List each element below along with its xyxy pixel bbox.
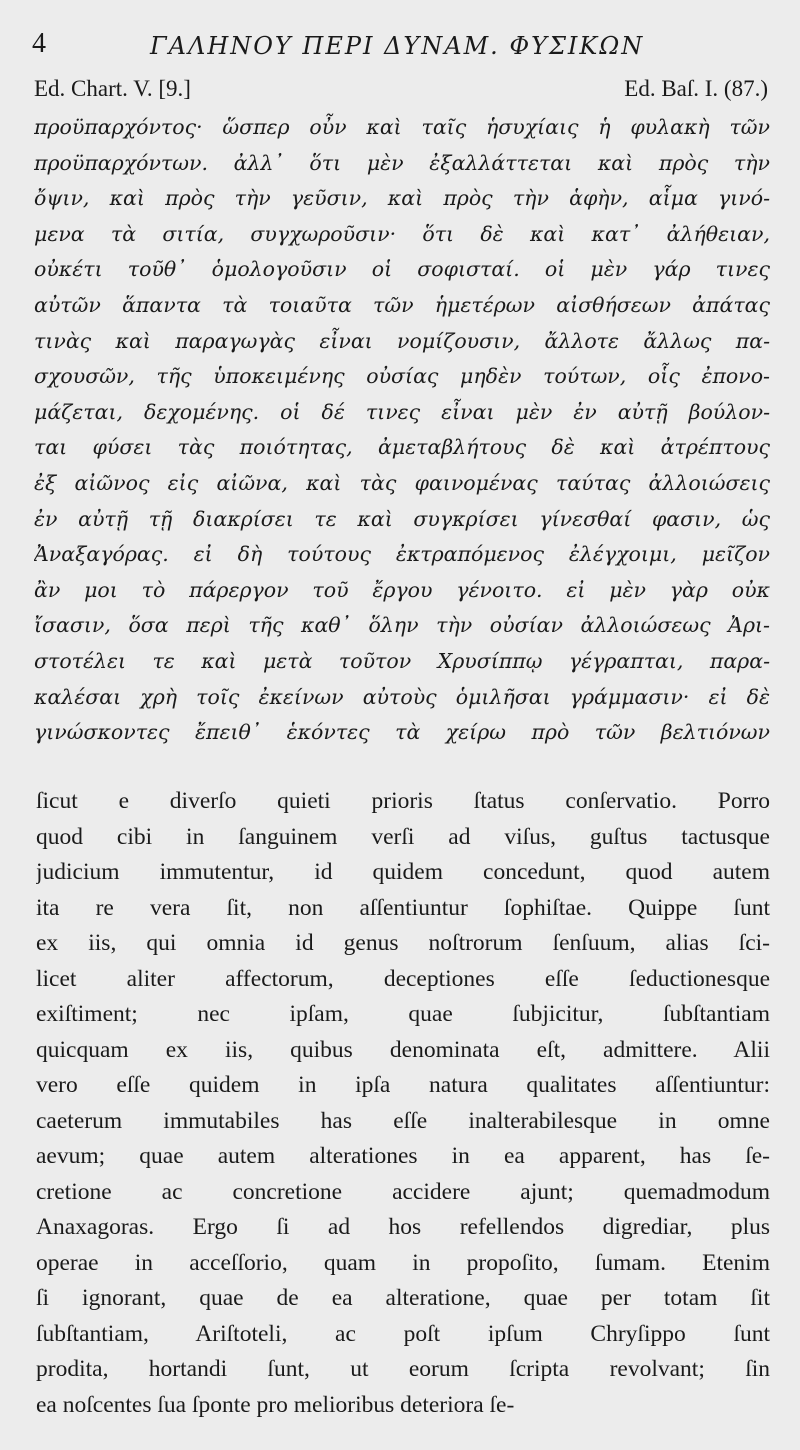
latin-line: exiſtiment; nec ipſam, quae ſubjicitur, ſubſtantiam (36, 1001, 770, 1027)
greek-line: οὐκέτι τοῦθ᾽ ὁμολογοῦσιν οἱ σοφισταί. οἱ μὲν γάρ τινες (34, 257, 770, 282)
latin-line: quod cibi in ſanguinem verſi ad viſus, guſtus tactusque (36, 823, 770, 850)
greek-line: σχουσῶν, τῆς ὑποκειμένης οὐσίας μηδὲν τούτων, οἷς ἐπονο- (34, 364, 770, 389)
greek-line: ται φύσει τὰς ποιότητας, ἀμεταβλήτους δὲ καὶ ἀτρέπτους (34, 435, 770, 460)
edition-reference-line (34, 76, 768, 110)
latin-line: ſi ignorant, quae de ea alteratione, quae per totam ſit (36, 1285, 770, 1311)
page-number: 4 (32, 28, 46, 59)
greek-line: ἐξ αἰῶνος εἰς αἰῶνα, καὶ τὰς φαινομένας ταύτας ἀλλοιώσεις (34, 470, 770, 495)
greek-line: ἐν αὐτῇ τῇ διακρίσει τε καὶ συγκρίσει γίνεσθαί φασιν, ὡς (34, 506, 770, 531)
latin-line: aevum; quae autem alterationes in ea apparent, has ſe- (36, 1143, 770, 1169)
greek-line: προϋπαρχόντων. ἀλλ᾽ ὅτι μὲν ἐξαλλάττεται καὶ πρὸς τὴν (34, 150, 770, 175)
latin-line: prodita, hortandi ſunt, ut eorum ſcripta revolvant; ſin (36, 1356, 770, 1382)
latin-text-block (36, 784, 770, 1423)
greek-line: προϋπαρχόντος· ὥσπερ οὖν καὶ ταῖς ἡσυχίαις ἡ φυλακὴ τῶν (34, 115, 770, 139)
latin-line: ſicut e diverſo quieti prioris ſtatus conſervatio. Porro (36, 788, 770, 814)
greek-line: γινώσκοντες ἔπειθ᾽ ἑκόντες τὰ χείρω πρὸ τῶν βελτιόνων (34, 720, 770, 745)
greek-line: στοτέλει τε καὶ μετὰ τοῦτον Χρυσίππῳ γέγραπται, παρα- (34, 648, 770, 673)
latin-line: ita re vera ſit, non aſſentiuntur ſophiſtae. Quippe ſunt (36, 894, 770, 921)
latin-line: licet aliter affectorum, deceptiones eſſe ſeductionesque (36, 965, 770, 992)
latin-line: ex iis, qui omnia id genus noſtrorum ſenſuum, alias ſci- (36, 930, 770, 956)
running-title: ΓΑΛΗΝΟΥ ΠΕΡΙ ΔΥΝΑΜ. ΦΥΣΙΚΩΝ (150, 32, 645, 60)
greek-line: Ἀναξαγόρας. εἰ δὴ τούτους ἐκτραπόμενος ἐλέγχοιμι, μεῖζον (34, 542, 770, 567)
edition-chart-reference: Ed. Chart. V. [9.] (34, 76, 191, 101)
greek-line: ὄψιν, καὶ πρὸς τὴν γεῦσιν, καὶ πρὸς τὴν ἁφὴν, αἷμα γινό- (34, 186, 770, 211)
greek-line: τινὰς καὶ παραγωγὰς εἶναι νομίζουσιν, ἄλλοτε ἄλλως πα- (34, 328, 770, 353)
latin-line: vero eſſe quidem in ipſa natura qualitates aſſentiuntur: (36, 1072, 770, 1098)
greek-line: μάζεται, δεχομένης. οἱ δέ τινες εἶναι μὲν ἐν αὐτῇ βούλον- (34, 399, 770, 424)
latin-line: cretione ac concretione accidere ajunt; quemadmodum (36, 1178, 770, 1205)
latin-line: caeterum immutabiles has eſſe inalterabilesque in omne (36, 1107, 770, 1134)
running-header (32, 26, 772, 66)
greek-line: ἂν μοι τὸ πάρεργον τοῦ ἔργου γένοιτο. εἰ μὲν γὰρ οὐκ (34, 577, 770, 602)
greek-text-block (34, 110, 770, 751)
latin-line: ſubſtantiam, Ariſtoteli, ac poſt ipſum Chryſippo ſunt (36, 1320, 770, 1347)
greek-line: αὐτῶν ἅπαντα τὰ τοιαῦτα τῶν ἡμετέρων αἰσθήσεων ἀπάτας (34, 292, 770, 317)
greek-line: καλέσαι χρὴ τοῖς ἐκείνων αὐτοὺς ὁμιλῆσαι γράμμασιν· εἰ δὲ (34, 684, 770, 709)
latin-line: ea noſcentes ſua ſponte pro melioribus deteriora ſe- (36, 1391, 515, 1418)
latin-line: judicium immutentur, id quidem concedunt, quod autem (36, 859, 770, 885)
latin-line: quicquam ex iis, quibus denominata eſt, admittere. Alii (36, 1036, 770, 1063)
latin-line: operae in acceſſorio, quam in propoſito, ſumam. Etenim (36, 1249, 770, 1276)
edition-basel-reference: Ed. Baſ. I. (87.) (624, 76, 768, 101)
greek-line: ἴσασιν, ὅσα περὶ τῆς καθ᾽ ὅλην τὴν οὐσίαν ἀλλοιώσεως Ἀρι- (34, 613, 770, 638)
latin-line: Anaxagoras. Ergo ſi ad hos refellendos digrediar, plus (36, 1214, 770, 1240)
greek-line: μενα τὰ σιτία, συγχωροῦσιν· ὅτι δὲ καὶ κατ᾽ ἀλήθειαν, (34, 221, 770, 246)
